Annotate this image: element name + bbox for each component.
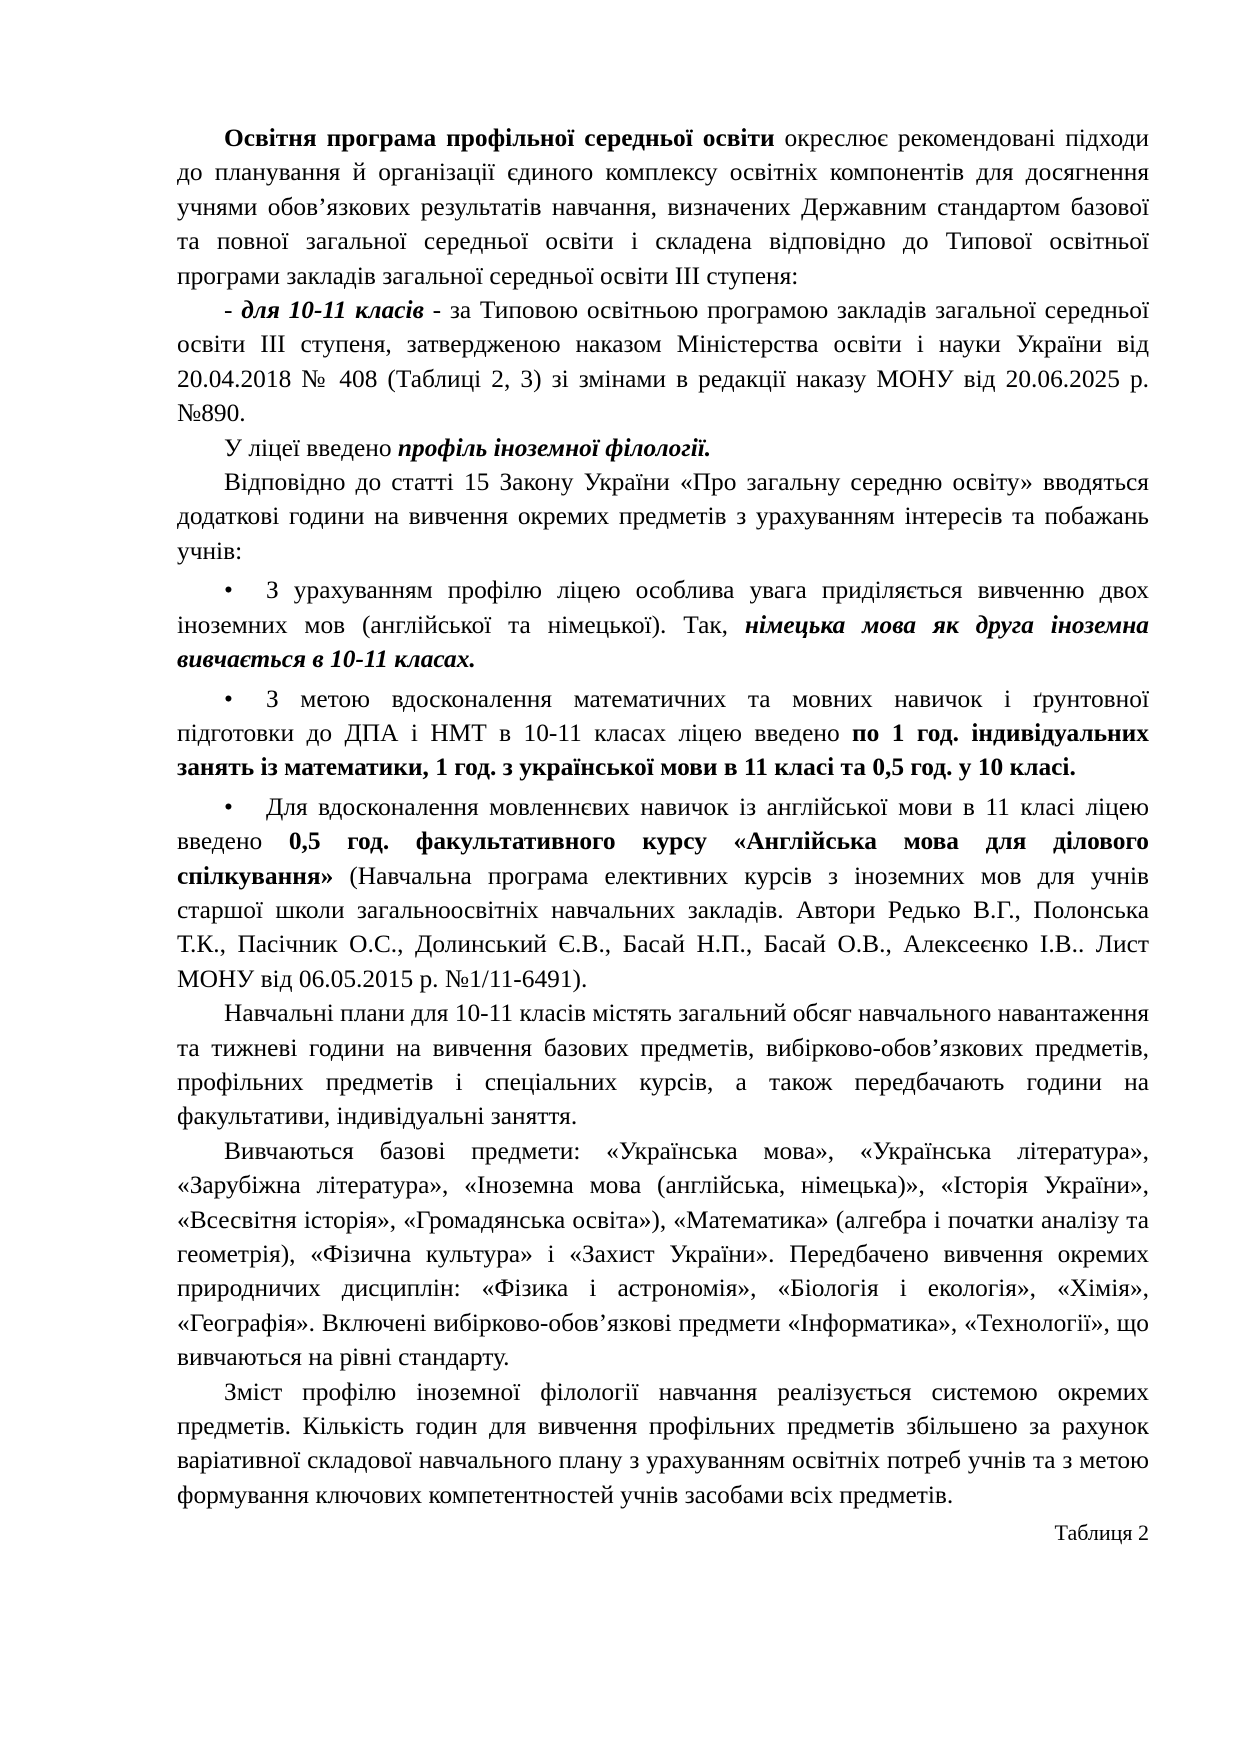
classes-item xyxy=(177,293,1149,431)
profile-text: У ліцеї введено xyxy=(224,433,398,462)
bullet-emphasis: по 1 год. індивідуальних занять із математики, 1 год. з української мови в 11 класі та 0,5 год. у 10 класі. xyxy=(177,718,1149,782)
bullet-text: З метою вдосконалення математичних та мовних навичок і ґрунтовної підготовки до ДПА і НМТ в 10-11 класах ліцею введено xyxy=(177,684,1149,747)
bullet-text: З урахуванням профілю ліцею особлива увага приділяється вивченню двох іноземних мов (англійської та німецької). Так, xyxy=(177,576,1149,639)
document-page xyxy=(177,121,1149,1548)
bullet-after: (Навчальна програма елективних курсів з іноземних мов для учнів старшої школи загальноосвітніх навчальних закладів. Автори Редько В.Г., Полонська Т.К., Пасічник О.С., Долинський Є.В., Басай Н.П., Басай О.В., Алексеєнко І.В.. Лист МОНУ від 06.05.2015 р. №1/11-6491). xyxy=(177,861,1149,993)
profile-name: профіль іноземної філології. xyxy=(397,433,712,462)
program-title: Освітня програма профільної середньої освіти xyxy=(224,124,775,152)
profile-paragraph xyxy=(177,431,1149,465)
bullet-icon: • xyxy=(224,684,233,713)
classes-dash: - xyxy=(224,296,242,325)
bullet-item-elective-course xyxy=(177,790,1149,996)
bullet-item-languages xyxy=(177,573,1149,676)
table-caption: Таблиця 2 xyxy=(1054,1520,1149,1546)
classes-emphasis: для 10-11 класів xyxy=(241,296,424,325)
bullet-item-individual-lessons xyxy=(177,682,1149,785)
profile-content-paragraph: Зміст профілю іноземної філології навчання реалізується системою окремих предметів. Кількість годин для вивчення профільних предметів збільшено за рахунок варіативної складової навчального плану з урахуванням освітніх потреб учнів та з метою формування ключових компетентностей учнів засобами всіх предметів. xyxy=(177,1377,1149,1509)
law-paragraph: Відповідно до статті 15 Закону України «Про загальну середню освіту» вводяться додаткові години на вивчення окремих предметів з урахуванням інтересів та побажань учнів: xyxy=(177,468,1149,565)
intro-text: окреслює рекомендовані підходи до планування й організації єдиного комплексу освітніх компонентів для досягнення учнями обов’язкових результатів навчання, визначених Державним стандартом базової та повної загальної середньої освіти і складена відповідно до Типової освітньої програми закладів загальної середньої освіти ІІІ ступеня: xyxy=(177,124,1149,290)
bullet-emphasis: німецька мова як друга іноземна вивчається в 10-11 класах. xyxy=(177,610,1149,674)
bullet-icon: • xyxy=(224,576,233,605)
curriculum-paragraph: Навчальні плани для 10-11 класів містять загальний обсяг навчального навантаження та тижневі години на вивчення базових предметів, вибірково-обов’язкових предметів, профільних предметів і спеціальних курсів, а також передбачають години на факультативи, індивідуальні заняття. xyxy=(177,999,1149,1131)
bullet-emphasis: 0,5 год. факультативного курсу «Англійська мова для ділового спілкування» xyxy=(177,827,1150,890)
classes-text: - за Типовою освітньою програмою закладів загальної середньої освіти ІІІ ступеня, затвердженою наказом Міністерства освіти і науки України від 20.04.2018 № 408 (Таблиці 2, 3) зі змінами в редакції наказу МОНУ від 20.06.2025 р. №890. xyxy=(177,296,1149,428)
bullet-icon: • xyxy=(224,792,233,821)
subjects-paragraph: Вивчаються базові предмети: «Українська мова», «Українська література», «Зарубіжна література», «Іноземна мова (англійська, німецька)», «Історія України», «Всесвітня історія», «Громадянська освіта»), «Математика» (алгебра і початки аналізу та геометрія), «Фізична культура» і «Захист України». Передбачено вивчення окремих природничих дисциплін: «Фізика і астрономія», «Біологія і екологія», «Хімія», «Географія». Включені вибірково-обов’язкові предмети «Інформатика», «Технології», що вивчаються на рівні стандарту. xyxy=(177,1136,1149,1372)
bullet-text: Для вдосконалення мовленнєвих навичок із англійської мови в 11 класі ліцею введено xyxy=(177,792,1149,856)
intro-paragraph xyxy=(177,121,1149,293)
